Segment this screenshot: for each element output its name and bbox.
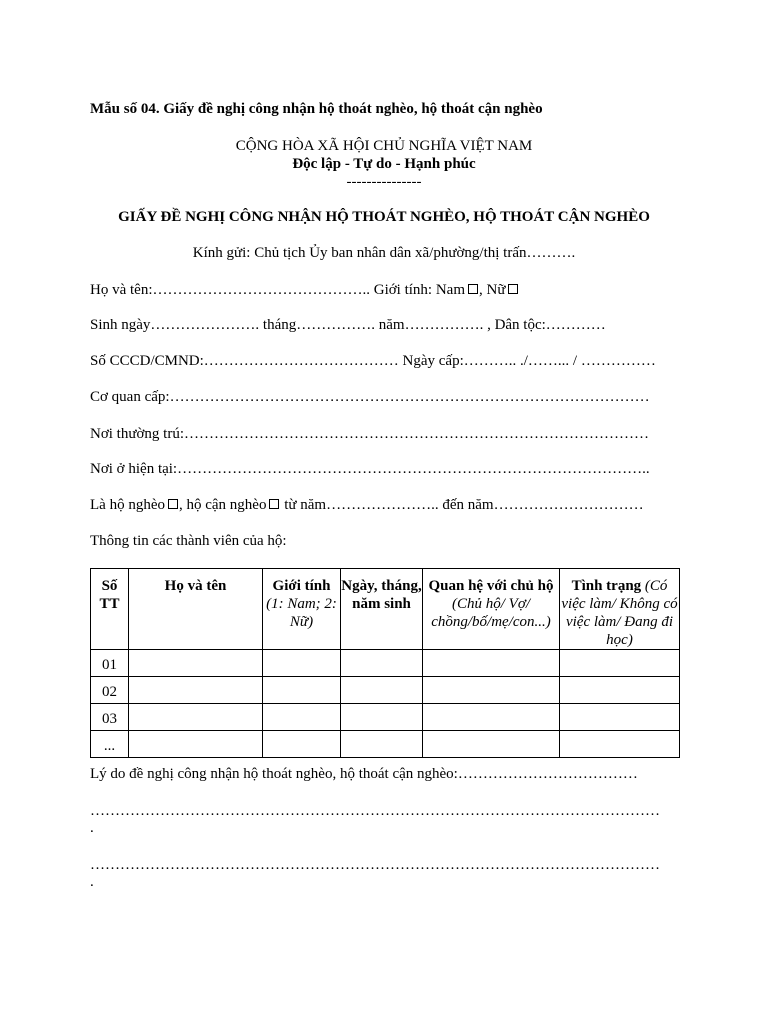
reason-line-1[interactable]: …………………………………………………………………………………………………… xyxy=(90,803,660,819)
poor-label: Là hộ nghèo xyxy=(90,497,165,513)
issuer-field[interactable]: Cơ quan cấp:…………………………………………………………………………………… xyxy=(90,389,650,405)
row-number: 01 xyxy=(91,650,129,677)
female-checkbox[interactable] xyxy=(508,284,518,294)
gender-separator: , Nữ xyxy=(479,282,506,298)
male-checkbox[interactable] xyxy=(468,284,478,294)
table-row xyxy=(91,650,680,677)
row-number: 02 xyxy=(91,677,129,704)
permanent-address-field[interactable]: Nơi thường trú:………………………………………………………………………………… xyxy=(90,426,649,442)
members-table xyxy=(90,568,680,758)
cell-status[interactable] xyxy=(560,704,680,731)
cell-relation[interactable] xyxy=(423,650,560,677)
cell-dob[interactable] xyxy=(341,650,423,677)
current-address-field[interactable]: Nơi ở hiện tại:………………………………………………………………………………….. xyxy=(90,461,650,477)
id-card-field[interactable]: Số CCCD/CMND:………………………………… Ngày cấp:……….. ./……... / …………… xyxy=(90,353,656,369)
table-row xyxy=(91,731,680,758)
members-intro: Thông tin các thành viên của hộ: xyxy=(90,533,287,549)
cell-name[interactable] xyxy=(129,731,263,758)
near-poor-label: , hộ cận nghèo xyxy=(178,497,267,513)
header-name: Họ và tên xyxy=(129,569,263,650)
near-poor-checkbox[interactable] xyxy=(269,499,279,509)
header-stt: Số TT xyxy=(91,569,129,650)
dob-field[interactable]: Sinh ngày…………………. tháng……………. năm……………. , Dân tộc:………… xyxy=(90,317,606,333)
table-row xyxy=(91,704,680,731)
cell-gender[interactable] xyxy=(263,650,341,677)
reason-line-1-tail: . xyxy=(90,820,94,836)
table-header-row xyxy=(91,569,680,650)
country-name: CỘNG HÒA XÃ HỘI CHỦ NGHĨA VIỆT NAM xyxy=(235,138,533,154)
name-label: Họ và tên:…………………………………….. Giới tính: Nam xyxy=(90,282,465,298)
header-gender: Giới tính (1: Nam; 2: Nữ) xyxy=(263,569,341,650)
row-number: ... xyxy=(91,731,129,758)
cell-name[interactable] xyxy=(129,650,263,677)
reason-field[interactable]: Lý do đề nghị công nhận hộ thoát nghèo, hộ thoát cận nghèo:……………………………… xyxy=(90,766,638,782)
cell-status[interactable] xyxy=(560,677,680,704)
cell-relation[interactable] xyxy=(423,677,560,704)
cell-status[interactable] xyxy=(560,731,680,758)
document-title: GIẤY ĐỀ NGHỊ CÔNG NHẬN HỘ THOÁT NGHÈO, HỘ THOÁT CẬN NGHÈO xyxy=(118,209,650,225)
row-number: 03 xyxy=(91,704,129,731)
form-code: Mẫu số 04. Giấy đề nghị công nhận hộ thoát nghèo, hộ thoát cận nghèo xyxy=(90,101,543,117)
header-relation: Quan hệ với chủ hộ (Chủ hộ/ Vợ/ chồng/bố/mẹ/con...) xyxy=(423,569,560,650)
cell-gender[interactable] xyxy=(263,704,341,731)
cell-dob[interactable] xyxy=(341,704,423,731)
cell-name[interactable] xyxy=(129,677,263,704)
cell-relation[interactable] xyxy=(423,731,560,758)
cell-name[interactable] xyxy=(129,704,263,731)
poor-status-field[interactable] xyxy=(90,495,644,515)
recipient-line: Kính gửi: Chủ tịch Ủy ban nhân dân xã/phường/thị trấn………. xyxy=(192,245,576,261)
header-dob: Ngày, tháng, năm sinh xyxy=(341,569,423,650)
poor-checkbox[interactable] xyxy=(168,499,178,509)
cell-status[interactable] xyxy=(560,650,680,677)
cell-relation[interactable] xyxy=(423,704,560,731)
table-row xyxy=(91,677,680,704)
year-range: từ năm………………….. đến năm………………………… xyxy=(284,497,644,513)
reason-line-2-tail: . xyxy=(90,874,94,890)
cell-dob[interactable] xyxy=(341,731,423,758)
cell-gender[interactable] xyxy=(263,677,341,704)
reason-line-2[interactable]: …………………………………………………………………………………………………… xyxy=(90,857,660,873)
cell-gender[interactable] xyxy=(263,731,341,758)
header-status: Tình trạng (Có việc làm/ Không có việc làm/ Đang đi học) xyxy=(560,569,680,650)
cell-dob[interactable] xyxy=(341,677,423,704)
name-gender-field[interactable] xyxy=(90,280,519,300)
header-divider: --------------- xyxy=(346,174,422,190)
national-motto: Độc lập - Tự do - Hạnh phúc xyxy=(292,156,476,172)
